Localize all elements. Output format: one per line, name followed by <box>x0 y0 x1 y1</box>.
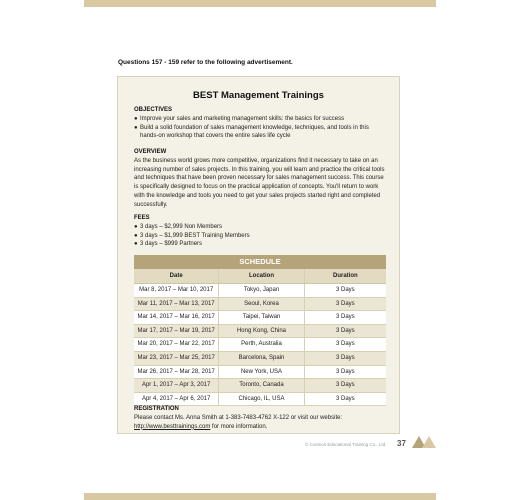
cell-duration: 3 Days <box>335 327 355 334</box>
cell-location: Barcelona, Spain <box>219 352 304 365</box>
cell-location: Chicago, IL, USA <box>219 393 304 406</box>
advertisement-panel <box>117 76 400 434</box>
cell-duration: 3 Days <box>335 341 355 348</box>
fee-item: ● 3 days – $2,999 Non Members <box>134 224 223 230</box>
table-row <box>134 338 386 352</box>
bullet-icon: ● <box>134 232 138 239</box>
fee-item: ● 3 days – $999 Partners <box>134 241 203 248</box>
triangle-decoration-icon <box>412 434 436 448</box>
schedule-rows <box>134 284 386 406</box>
cell-date: Apr 4, 2017 – Apr 6, 2017 <box>134 393 219 406</box>
cell-date: Mar 14, 2017 – Mar 16, 2017 <box>134 311 219 324</box>
cell-location: Perth, Australia <box>219 338 304 351</box>
table-row <box>134 311 386 325</box>
bottom-decorative-bar <box>84 493 436 500</box>
schedule-column-headers <box>134 269 386 284</box>
advertisement-title: BEST Management Trainings <box>193 90 324 101</box>
objective-item: ● Improve your sales and marketing management skills: the basics for success <box>134 116 345 122</box>
registration-heading: REGISTRATION <box>134 406 179 412</box>
overview-text: As the business world grows more competitive, organizations find it necessary to take on an increasing number of sales projects. In this training, you will learn and practice the critical tools and techniques that have been proven necessary for sales management success. This course is specifically designed to focus on the practical application of concepts. You'll return to work with the knowledge and tools you need to get your sales projects started right and completed successfully. <box>134 158 385 208</box>
column-header-date: Date <box>134 269 219 283</box>
cell-duration: 3 Days <box>335 314 355 321</box>
cell-duration: 3 Days <box>335 300 355 307</box>
table-row <box>134 366 386 380</box>
cell-date: Mar 20, 2017 – Mar 22, 2017 <box>134 338 219 351</box>
cell-location: New York, USA <box>219 366 304 379</box>
fee-item: ● 3 days – $1,999 BEST Training Members <box>134 232 250 239</box>
bullet-icon: ● <box>134 116 138 122</box>
footer-credit: © Cosmos Educational Training Co., Ltd. <box>305 442 387 447</box>
cell-date: Mar 26, 2017 – Mar 28, 2017 <box>134 366 219 379</box>
cell-duration: 3 Days <box>335 395 355 402</box>
objectives-list <box>134 115 388 141</box>
table-row <box>134 325 386 339</box>
fees-heading: FEES <box>134 215 150 221</box>
page-number: 37 <box>397 439 406 448</box>
table-row <box>134 284 386 298</box>
column-header-duration: Duration <box>332 273 358 279</box>
cell-duration: 3 Days <box>335 382 355 389</box>
table-row <box>134 379 386 393</box>
cell-location: Hong Kong, China <box>219 325 304 338</box>
cell-location: Tokyo, Japan <box>219 284 304 297</box>
cell-date: Mar 23, 2017 – Mar 25, 2017 <box>134 352 219 365</box>
cell-duration: 3 Days <box>335 354 355 361</box>
cell-location: Taipei, Taiwan <box>219 311 304 324</box>
objectives-heading: OBJECTIVES <box>134 107 173 113</box>
bullet-icon: ● <box>134 124 138 131</box>
cell-location: Seoul, Korea <box>219 298 304 311</box>
cell-date: Mar 8, 2017 – Mar 10, 2017 <box>134 284 219 297</box>
objective-item: ● Build a solid foundation of sales management knowledge, techniques, and tools in this hands-on workshop that covers the entire sales life cycle <box>134 124 369 140</box>
question-intro: Questions 157 - 159 refer to the following advertisement. <box>118 59 293 66</box>
cell-date: Mar 11, 2017 – Mar 13, 2017 <box>134 298 219 311</box>
table-row <box>134 393 386 407</box>
schedule-table <box>134 255 386 406</box>
cell-duration: 3 Days <box>335 287 355 293</box>
schedule-heading: SCHEDULE <box>134 255 386 269</box>
fees-list <box>134 223 388 249</box>
bullet-icon: ● <box>134 241 138 248</box>
bullet-icon: ● <box>134 224 138 230</box>
column-header-location: Location <box>219 269 304 283</box>
cell-date: Mar 17, 2017 – Mar 19, 2017 <box>134 325 219 338</box>
overview-heading: OVERVIEW <box>134 149 167 155</box>
cell-date: Apr 1, 2017 – Apr 3, 2017 <box>134 379 219 392</box>
website-link[interactable]: http://www.besttrainings.com <box>134 423 211 430</box>
registration-text <box>134 414 388 431</box>
top-decorative-bar <box>84 0 436 7</box>
table-row <box>134 298 386 312</box>
registration-text-after: for more information. <box>210 423 268 430</box>
registration-text-before: Please contact Ms. Anna Smith at 1-383-7483-4762 X-122 or visit our website: <box>134 415 343 421</box>
cell-duration: 3 Days <box>335 368 355 375</box>
cell-location: Toronto, Canada <box>219 379 304 392</box>
table-row <box>134 352 386 366</box>
